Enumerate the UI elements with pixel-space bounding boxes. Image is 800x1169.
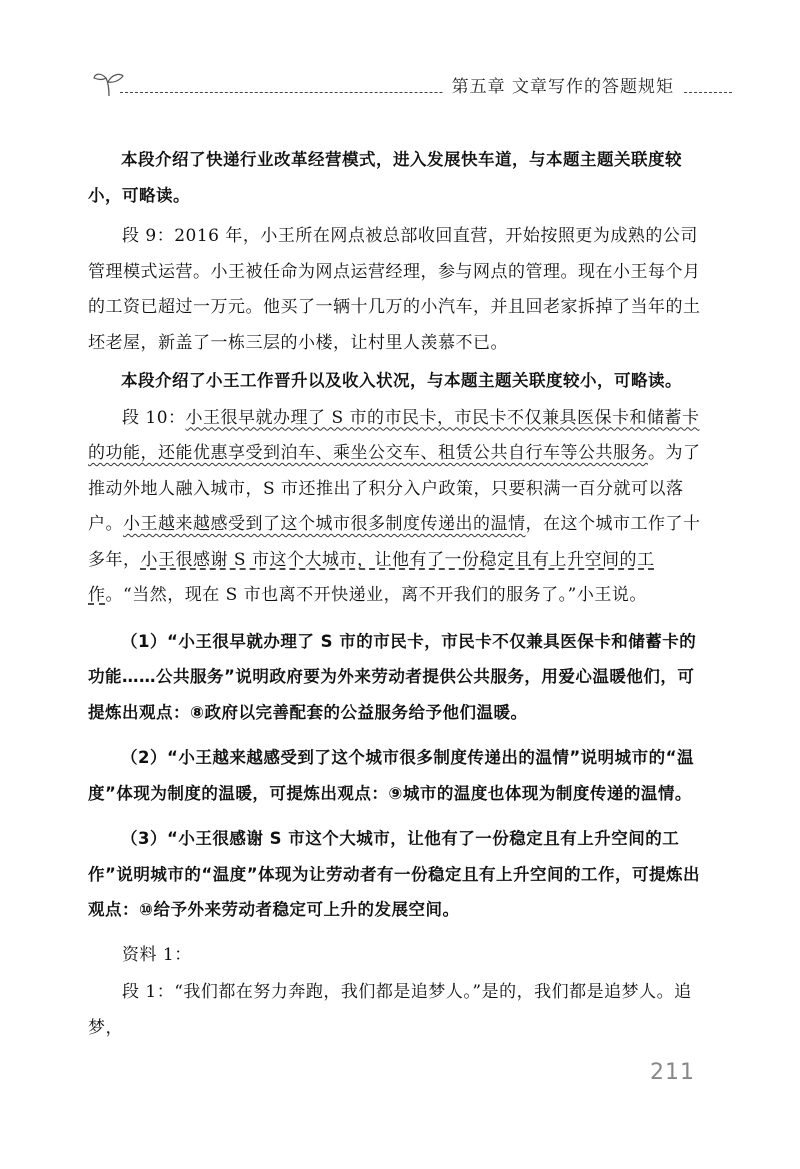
underlined-citizen-card: 小王很早就办理了 S 市的市民卡，市民卡不仅兼具医保卡和储蓄卡的功能，还能优惠享受到泊车、乘坐公交车、租赁公共自行车等公共服务 xyxy=(88,407,700,463)
analysis-paragraph-1: 本段介绍了快递行业改革经营模式，进入发展快车道，与本题主题关联度较小，可略读。 xyxy=(88,150,682,205)
paragraph-10-label: 段 10： xyxy=(122,407,186,428)
analysis-point-2: （2）“小王越来越感受到了这个城市很多制度传递出的温情”说明城市的“温度”体现为制度的温暖，可提炼出观点：⑨城市的温度也体现为制度传递的温情。 xyxy=(88,748,695,803)
material-1-heading: 资料 1： xyxy=(122,944,192,965)
paragraph-10-text-b: ，在这个城市工作了十多年， xyxy=(88,514,701,570)
material-paragraph-10 xyxy=(88,401,708,614)
material-paragraph-9: 段 9：2016 年，小王所在网点被总部收回直营，开始按照更为成熟的公司管理模式运营。小王被任命为网点运营经理，参与网点的管理。现在小王每个月的工资已超过一万元。他买了一辆十几万的小汽车，并且回老家拆掉了当年的土坯老屋，新盖了一栋三层的小楼，让村里人羡慕不已。 xyxy=(88,226,701,353)
page-body xyxy=(88,142,708,1046)
page-number: 211 xyxy=(650,1060,695,1085)
sprout-icon xyxy=(92,68,126,98)
header-title: 第五章 文章写作的答题规矩 xyxy=(444,72,682,97)
material-1-paragraph-1: 段 1：“我们都在努力奔跑，我们都是追梦人。”是的，我们都是追梦人。追梦， xyxy=(88,982,692,1038)
underlined-warmth: 小王越来越感受到了这个城市很多制度传递出的温情 xyxy=(123,514,526,534)
page-header xyxy=(92,68,732,98)
analysis-point-1: （1）“小王很早就办理了 S 市的市民卡，市民卡不仅兼具医保卡和储蓄卡的功能……公共服务”说明政府要为外来劳动者提供公共服务，用爱心温暖他们，可提炼出观点：⑧政府以完善配套的公益服务给予他们温暖。 xyxy=(88,631,697,722)
paragraph-10-text-c: 。“当然，现在 S 市也离不开快递业，离不开我们的服务了。”小王说。 xyxy=(105,585,647,605)
analysis-paragraph-2: 本段介绍了小王工作晋升以及收入状况，与本题主题关联度较小，可略读。 xyxy=(121,371,682,390)
underlined-stable-job: 小王很感谢 S 市这个大城市，让他有了一份稳定且有上升空间的工作 xyxy=(88,549,655,605)
analysis-point-3: （3）“小王很感谢 S 市这个大城市，让他有了一份稳定且有上升空间的工作”说明城市的“温度”体现为让劳动者有一份稳定且有上升空间的工作，可提炼出观点：⑩给予外来劳动者稳定可上升的发展空间。 xyxy=(88,829,701,919)
paragraph-10-text-a: 。为了推动外地人融入城市，S 市还推出了积分入户政策，只要积满一百分就可以落户。 xyxy=(88,443,701,534)
